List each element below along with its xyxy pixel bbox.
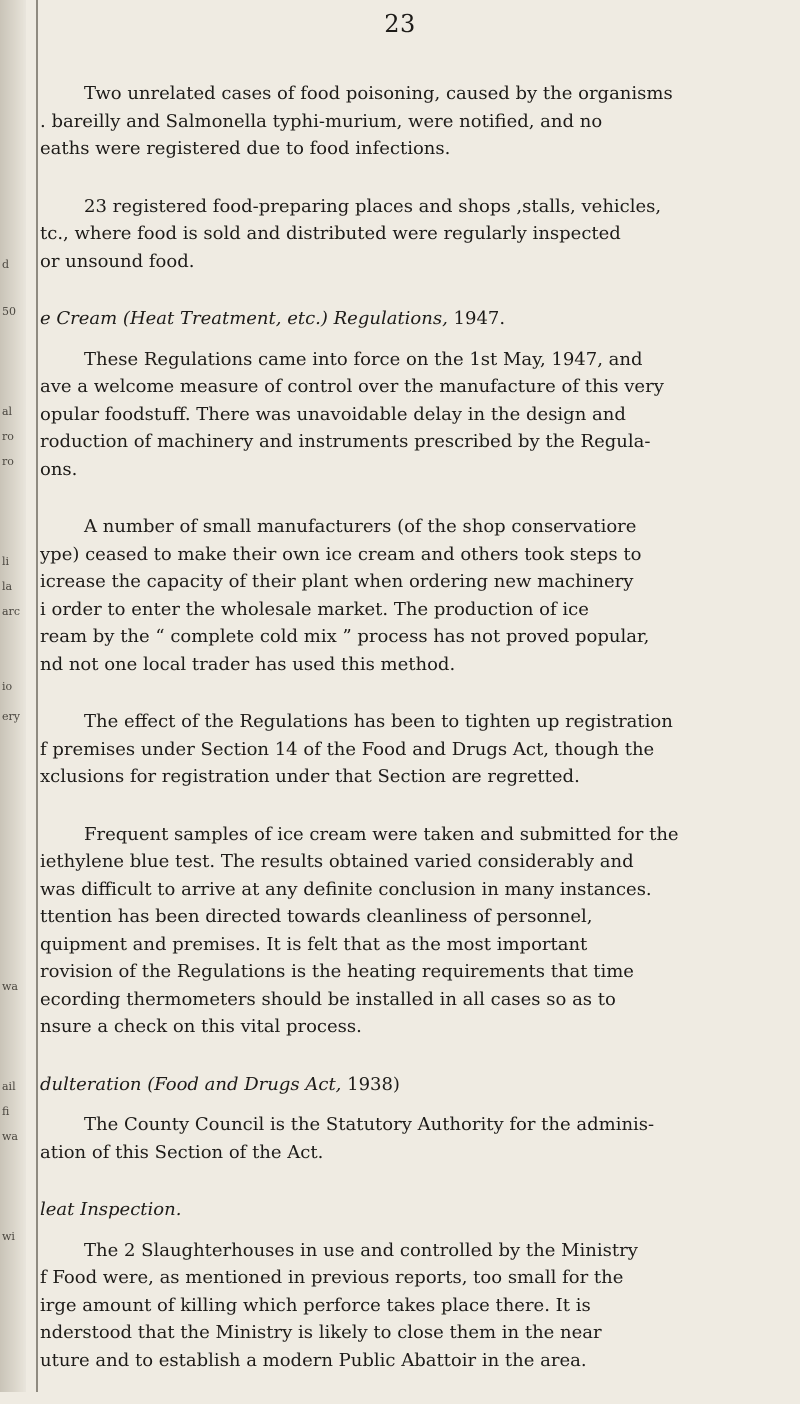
page-number: 23 [384,10,416,38]
paragraph [40,1237,780,1375]
section-heading [40,1196,780,1224]
margin-mark: ro [2,455,14,468]
margin-mark: la [2,580,13,593]
margin-mark: arc [2,605,20,618]
heading-year: 1947. [447,308,506,329]
text-line: iethylene blue test. The results obtained varied considerably and [40,851,634,872]
text-line: roduction of machinery and instruments prescribed by the Regula- [40,431,651,452]
paragraph [40,193,780,276]
text-line: ream by the “ complete cold mix ” process has not proved popular, [40,626,650,647]
text-line: f Food were, as mentioned in previous reports, too small for the [40,1267,624,1288]
text-line: ttention has been directed towards cleanliness of personnel, [40,906,593,927]
margin-mark: d [2,258,10,271]
text-line: The 2 Slaughterhouses in use and controlled by the Ministry [84,1239,638,1261]
margin-mark: ro [2,430,14,443]
text-line: A number of small manufacturers (of the shop conservatiore [84,516,637,537]
text-line: The County Council is the Statutory Authority for the adminis- [84,1114,655,1135]
paragraph [40,708,780,791]
text-line: was difficult to arrive at any definite conclusion in many instances. [40,878,652,900]
text-line: ons. [40,458,78,480]
page-fold-line [36,0,38,1392]
text-line: Frequent samples of ice cream were taken and submitted for the [84,823,679,845]
text-line: The effect of the Regulations has been to tighten up registration [84,711,673,732]
paragraph [40,80,780,163]
text-line: i order to enter the wholesale market. The production of ice [40,598,589,620]
text-line: ype) ceased to make their own ice cream and others took steps to [40,543,642,565]
text-line: nd not one local trader has used this method. [40,653,456,675]
binding-edge [0,0,26,1392]
paragraph [40,513,780,678]
section-heading [40,1071,780,1099]
text-line: rovision of the Regulations is the heating requirements that time [40,961,634,982]
text-line: nsure a check on this vital process. [40,1016,362,1037]
text-line: nderstood that the Ministry is likely to close them in the near [40,1322,602,1343]
text-line: eaths were registered due to food infections. [40,138,451,159]
text-line: tc., where food is sold and distributed were regularly inspected [40,223,621,244]
margin-mark: 50 [2,305,16,318]
text-line: 23 registered food-preparing places and shops ,stalls, vehicles, [84,195,662,217]
margin-mark: al [2,405,13,418]
margin-mark: li [2,555,10,568]
page-body [40,80,780,1404]
text-line: ave a welcome measure of control over the manufacture of this very [40,376,664,397]
heading-year: 1938) [341,1073,400,1095]
heading-title: e Cream (Heat Treatment, etc.) Regulations, [40,308,448,329]
text-line: ecording thermometers should be installed in all cases so as to [40,988,616,1010]
text-line: quipment and premises. It is felt that as the most important [40,933,588,955]
margin-mark: wa [2,980,18,993]
margin-mark: ery [2,710,20,723]
paragraph [40,1111,780,1166]
heading-title: dulteration (Food and Drugs Act, [40,1073,342,1095]
text-line: These Regulations came into force on the 1st May, 1947, and [84,348,643,370]
paragraph [40,821,780,1041]
margin-mark: ail [2,1080,16,1093]
paragraph [40,346,780,484]
section-heading [40,305,780,333]
heading-title: leat Inspection. [40,1199,182,1220]
margin-mark: wa [2,1130,18,1143]
text-line: Two unrelated cases of food poisoning, caused by the organisms [84,83,673,104]
text-line: f premises under Section 14 of the Food and Drugs Act, though the [40,738,655,760]
text-line: or unsound food. [40,250,195,272]
text-line: icrease the capacity of their plant when ordering new machinery [40,571,634,592]
text-line: irge amount of killing which perforce takes place there. It is [40,1294,591,1316]
text-line: xclusions for registration under that Section are regretted. [40,766,580,787]
margin-mark: fi [2,1105,10,1118]
text-line: ation of this Section of the Act. [40,1141,324,1163]
text-line: opular foodstuff. There was unavoidable delay in the design and [40,403,626,425]
text-line: uture and to establish a modern Public Abattoir in the area. [40,1349,587,1371]
text-line: . bareilly and Salmonella typhi-murium, were notified, and no [40,110,603,132]
margin-mark: io [2,680,13,693]
margin-mark: wi [2,1230,15,1243]
